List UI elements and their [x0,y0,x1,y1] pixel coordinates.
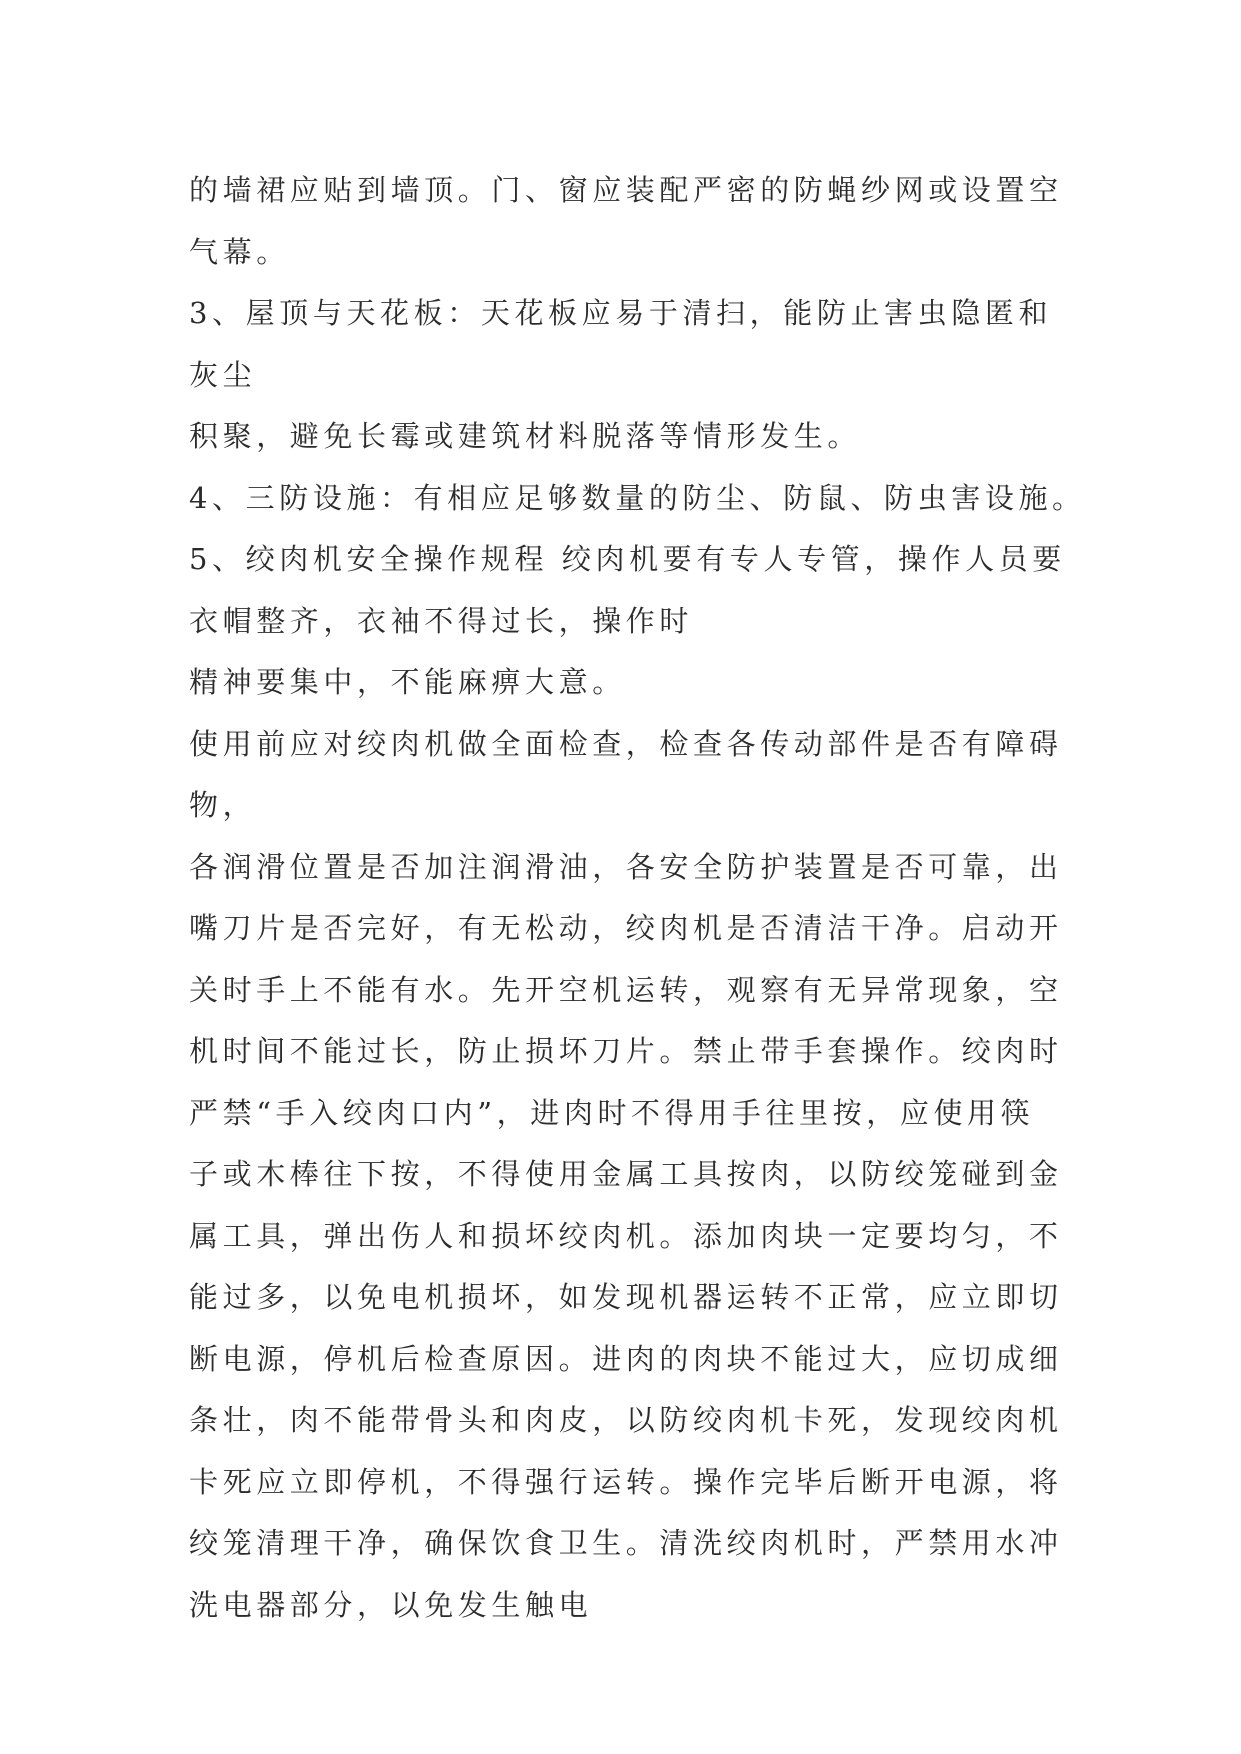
text-line: 衣帽整齐，衣袖不得过长，操作时 [189,603,694,638]
text-line: 精神要集中，不能麻痹大意。 [189,665,626,699]
text-line: 物， [189,788,257,822]
text-line: 灰尘 [189,357,257,392]
text-line: 关时手上不能有水。先开空机运转，观察有无异常现象，空 [189,972,1063,1007]
text-line: 洗电器部分，以免发生触电 [189,1587,593,1622]
text-line: 子或木棒往下按，不得使用金属工具按肉，以防绞笼碰到金 [189,1157,1063,1191]
text-line: 能过多，以免电机损坏，如发现机器运转不正常，应立即切 [189,1280,1063,1314]
text-line: 条壮，肉不能带骨头和肉皮，以防绞肉机卡死，发现绞肉机 [189,1403,1063,1437]
text-line: 5、绞肉机安全操作规程 绞肉机要有专人专管，操作人员要 [189,542,1066,576]
text-line: 卡死应立即停机，不得强行运转。操作完毕后断开电源，将 [189,1464,1063,1499]
text-line: 严禁“手入绞肉口内”，进肉时不得用手往里按，应使用筷 [189,1095,1035,1130]
text-line: 绞笼清理干净，确保饮食卫生。清洗绞肉机时，严禁用水冲 [189,1526,1063,1560]
text-line: 气幕。 [189,234,290,269]
text-line: 属工具，弹出伤人和损坏绞肉机。添加肉块一定要均匀，不 [189,1218,1063,1253]
text-line: 的墙裙应贴到墙顶。门、窗应装配严密的防蝇纱网或设置空 [189,173,1063,207]
text-line: 断电源，停机后检查原因。进肉的肉块不能过大，应切成细 [189,1341,1063,1376]
text-line: 各润滑位置是否加注润滑油，各安全防护装置是否可靠，出 [189,849,1063,884]
document-body [189,160,1086,1636]
text-line: 机时间不能过长，防止损坏刀片。禁止带手套操作。绞肉时 [189,1034,1063,1068]
text-line: 积聚，避免长霉或建筑材料脱落等情形发生。 [189,419,862,453]
text-line: 3、屋顶与天花板：天花板应易于清扫，能防止害虫隐匿和 [189,296,1053,330]
text-line: 嘴刀片是否完好，有无松动，绞肉机是否清洁干净。启动开 [189,911,1063,945]
text-line: 使用前应对绞肉机做全面检查，检查各传动部件是否有障碍 [189,726,1063,761]
text-line: 4、三防设施：有相应足够数量的防尘、防鼠、防虫害设施。 [189,480,1086,515]
